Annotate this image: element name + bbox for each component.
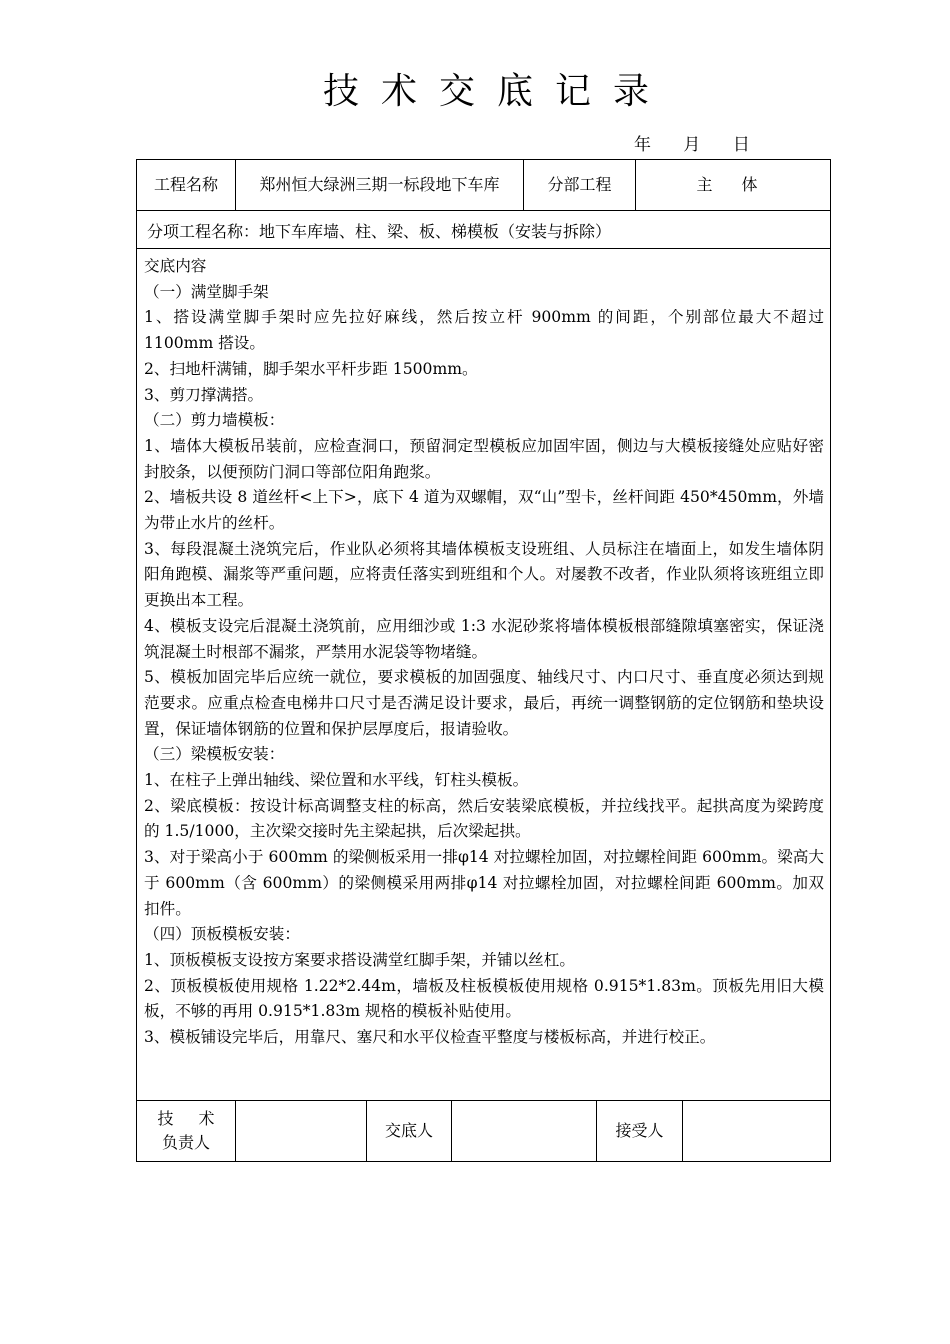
division-label: 分部工程 — [547, 175, 612, 194]
tech-lead-signature-field[interactable] — [236, 1101, 366, 1161]
content-line: （三）梁模板安装： — [144, 745, 285, 764]
document-title: 技术交底记录 — [322, 71, 671, 112]
discloser-signature-field[interactable] — [452, 1101, 596, 1161]
table-row-divider — [137, 210, 830, 211]
content-line: 3、模板铺设完毕后，用靠尺、塞尺和水平仪检查平整度与楼板标高，并进行校正。 — [144, 1028, 716, 1047]
content-line: 2、墙板共设 8 道丝杆<上下>，底下 4 道为双螺帽，双“山”型卡，丝杆间距 450*450mm，外墙为带止水片的丝杆。 — [144, 488, 824, 533]
content-line: （四）顶板模板安装： — [144, 925, 300, 944]
content-line: （一）满堂脚手架 — [144, 282, 269, 301]
content-line: 2、梁底模板：按设计标高调整支柱的标高，然后安装梁底模板，并拉线找平。起拱高度为梁跨度的 1.5/1000，主次梁交接时先主梁起拱，后次梁起拱。 — [144, 796, 824, 841]
content-heading: 交底内容 — [144, 257, 207, 275]
division-value: 主 体 — [696, 175, 770, 194]
content-line: 3、对于梁高小于 600mm 的梁侧板采用一排φ14 对拉螺栓加固，对拉螺栓间距 600mm。梁高大于 600mm（含 600mm）的梁侧模采用两排φ14 对拉螺栓加固，对拉螺栓间距 600mm。加双扣件。 — [144, 848, 824, 918]
tech-lead-label-line1: 技 术 — [157, 1109, 225, 1128]
receiver-label: 接受人 — [615, 1121, 664, 1140]
content-line: 2、扫地杆满铺，脚手架水平杆步距 1500mm。 — [144, 359, 478, 378]
date-line: 年 月 日 — [634, 135, 750, 155]
content-line: 1、顶板模板支设按方案要求搭设满堂红脚手架，并铺以丝杠。 — [144, 950, 575, 969]
disclosure-content — [144, 254, 824, 1051]
content-line: 1、墙体大模板吊装前，应检查洞口，预留洞定型模板应加固牢固，侧边与大模板接缝处应贴好密封胶条，以便预防门洞口等部位阳角跑浆。 — [144, 436, 824, 481]
content-line: 1、搭设满堂脚手架时应先拉好麻线，然后按立杆 900mm 的间距，个别部位最大不超过 1100mm 搭设。 — [144, 308, 824, 353]
receiver-signature-field[interactable] — [683, 1101, 830, 1161]
discloser-label: 交底人 — [384, 1121, 433, 1140]
content-line: 3、每段混凝土浇筑完后，作业队必须将其墙体模板支设班组、人员标注在墙面上，如发生墙体阴阳角跑模、漏浆等严重问题，应将责任落实到班组和个人。对屡教不改者，作业队须将该班组立即更换出本工程。 — [144, 539, 824, 610]
tech-lead-label — [137, 1101, 235, 1161]
table-row-divider — [137, 248, 830, 249]
project-name-label: 工程名称 — [153, 175, 218, 194]
content-line: 3、剪刀撑满搭。 — [144, 385, 264, 404]
project-name-value: 郑州恒大绿洲三期一标段地下车库 — [259, 175, 500, 194]
content-line: 1、在柱子上弹出轴线、梁位置和水平线，钉柱头模板。 — [144, 771, 529, 790]
content-line: 4、模板支设完后混凝土浇筑前，应用细沙或 1:3 水泥砂浆将墙体模板根部缝隙填塞密实，保证浇筑混凝土时根部不漏浆，严禁用水泥袋等物堵缝。 — [144, 616, 824, 661]
tech-lead-label-line2: 负责人 — [161, 1133, 210, 1152]
record-table — [136, 159, 831, 1162]
sub-item-name: 分项工程名称：地下车库墙、柱、梁、板、梯模板（安装与拆除） — [147, 222, 612, 241]
content-line: （二）剪力墙模板： — [144, 411, 285, 430]
content-line: 5、模板加固完毕后应统一就位，要求模板的加固强度、轴线尺寸、内口尺寸、垂直度必须达到规范要求。应重点检查电梯井口尺寸是否满足设计要求，最后，再统一调整钢筋的定位钢筋和垫块设置，保证墙体钢筋的位置和保护层厚度后，报请验收。 — [144, 668, 824, 738]
content-line: 2、顶板模板使用规格 1.22*2.44m，墙板及柱板模板使用规格 0.915*1.83m。顶板先用旧大模板，不够的再用 0.915*1.83m 规格的模板补贴使用。 — [144, 976, 824, 1021]
